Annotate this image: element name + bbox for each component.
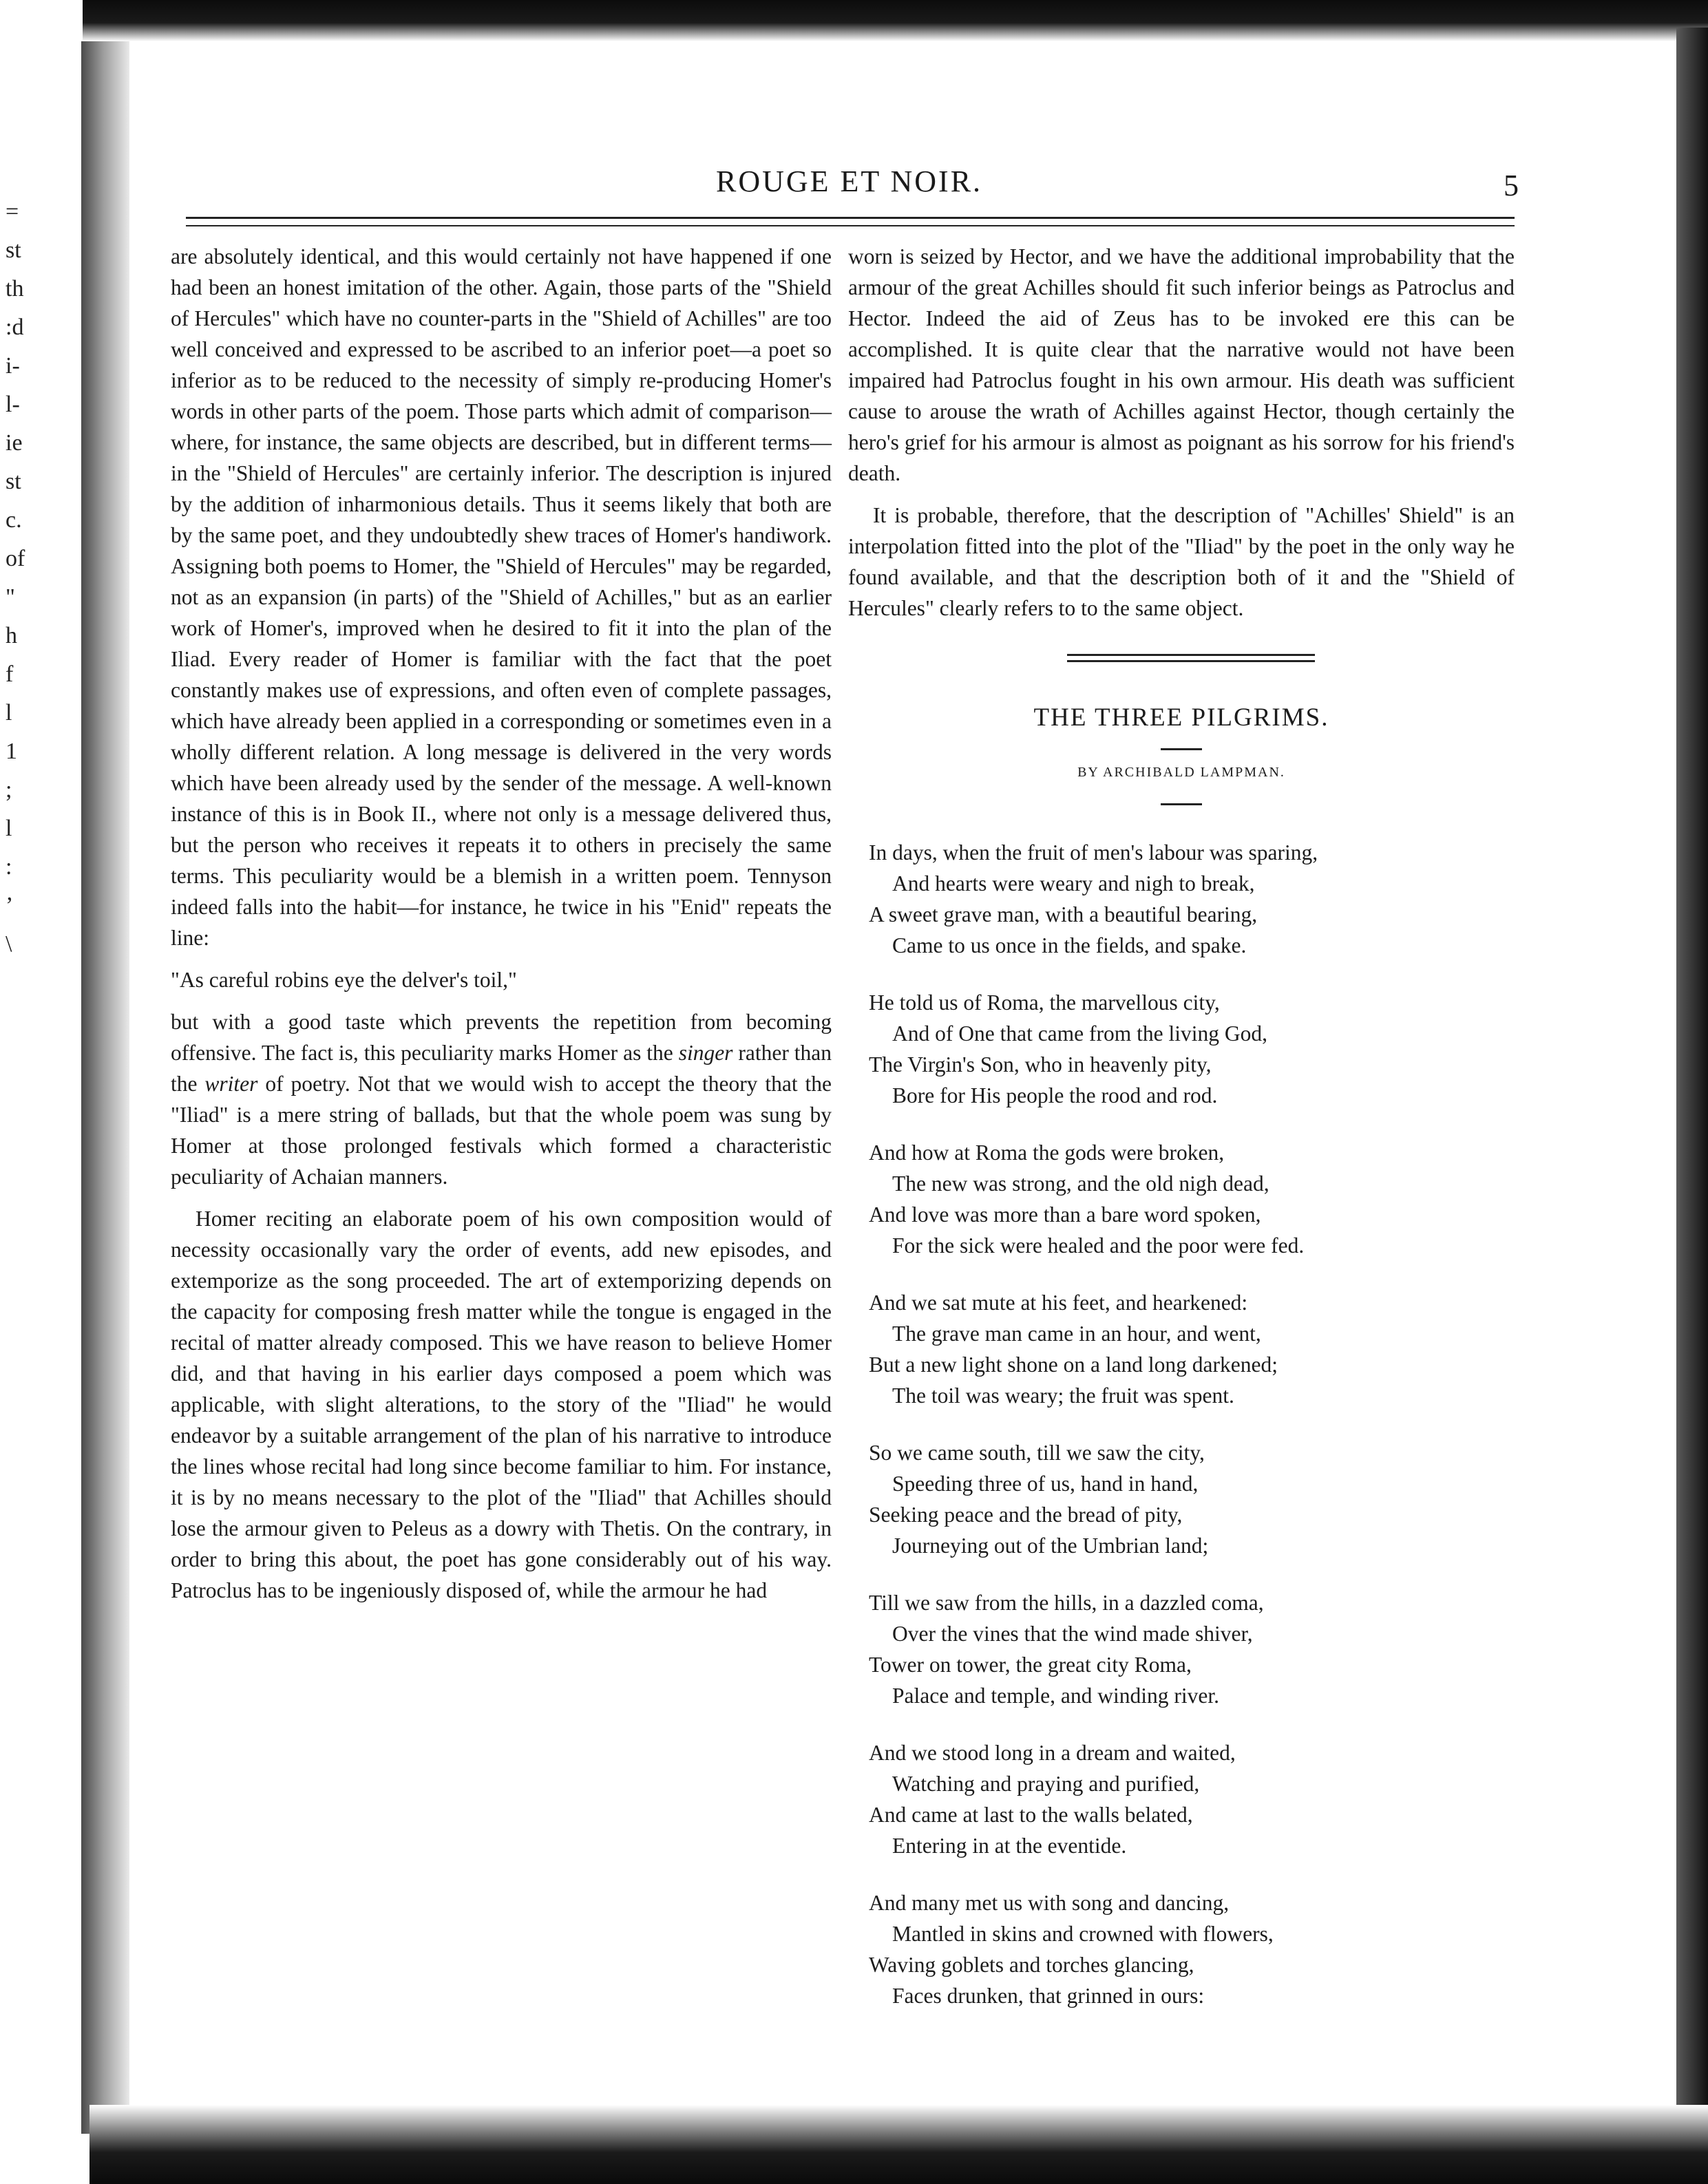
poem-line: Speeding three of us, hand in hand,	[892, 1472, 1199, 1496]
poem-line: And many met us with song and dancing,	[869, 1891, 1230, 1915]
margin-fragments	[6, 193, 47, 964]
scan-edge-left	[81, 41, 129, 2134]
poem-line: Tower on tower, the great city Roma,	[869, 1653, 1192, 1677]
margin-fragment: "	[6, 584, 15, 610]
poem-line: Bore for His people the rood and rod.	[892, 1083, 1218, 1107]
margin-fragment: h	[6, 623, 17, 648]
margin-fragment: :d	[6, 315, 24, 340]
poem-stanza	[869, 1437, 1515, 1561]
margin-fragment: l-	[6, 392, 20, 417]
poem-stanza	[869, 1737, 1515, 1861]
poem-line: A sweet grave man, with a beautiful bearing,	[869, 902, 1258, 926]
margin-fragment: ie	[6, 430, 23, 456]
poem-line: Over the vines that the wind made shiver,	[892, 1622, 1253, 1646]
text-run: of poetry. Not that we would wish to accept the theory that the "Iliad" is a mere string of ballads, but that the whole poem was sung by Homer at those prolonged festivals which formed a characteristic peculiarity of Achaian manners.	[171, 1072, 832, 1189]
poem-line: Watching and praying and purified,	[892, 1772, 1200, 1796]
title-rule	[1161, 748, 1202, 750]
margin-fragment: f	[6, 661, 14, 687]
poem-line: And came at last to the walls belated,	[869, 1803, 1193, 1827]
poem-line: Came to us once in the fields, and spake.	[892, 933, 1247, 957]
poem-stanza	[869, 1587, 1515, 1711]
poem-line: But a new light shone on a land long darkened;	[869, 1353, 1278, 1377]
poem-line: Mantled in skins and crowned with flowers,	[892, 1922, 1274, 1946]
margin-fragment: l	[6, 816, 12, 841]
poem-line: In days, when the fruit of men's labour was sparing,	[869, 840, 1318, 865]
poem-stanza	[869, 1137, 1515, 1261]
margin-fragment: \	[6, 931, 12, 957]
poem-stanza	[869, 1287, 1515, 1411]
margin-fragment: l	[6, 700, 12, 725]
text-run: rather than the	[171, 1041, 832, 1096]
poem-line: And how at Roma the gods were broken,	[869, 1141, 1225, 1165]
margin-fragment: ;	[6, 777, 12, 803]
body-paragraph: are absolutely identical, and this would certainly not have happened if one had been an honest imitation of the other. Again, those parts of the "Shield of Hercules" which have no counter-parts in the "Shield of Achilles" are too well conceived and expressed to be ascribed to an inferior poet—a poet so inferior as to be reduced to the necessity of simply re-producing Homer's words in other parts of the poem. Those parts which admit of comparison—where, for instance, the same objects are described, but in different terms—in the "Shield of Hercules" are certainly inferior. The description is injured by the addition of inharmonious details. Thus it seems likely that both are by the same poet, and they undoubtedly shew traces of Homer's handiwork. Assigning both poems to Homer, the "Shield of Hercules" may be regarded, not as an expansion (in parts) of the "Shield of Achilles," but as an earlier work of Homer's, improved when he desired to fit it into the plan of the Iliad. Every reader of Homer is familiar with the fact that the poet constantly makes use of expressions, and often even of complete passages, which have already been applied in a corresponding or sometimes even in a wholly different relation. A long message is delivered in the very words which have been already used by the sender of the message. A well-known instance of this is in Book II., where not only is a message delivered thus, but the person who receives it repeats it to others in precisely the same terms. This peculiarity would be a blemish in a written poem. Tennyson indeed falls into the habit—for instance, he twice in his "Enid" repeats the line:	[171, 244, 832, 950]
right-column	[848, 241, 1515, 2037]
margin-fragment: ’	[6, 893, 14, 918]
margin-fragment: c.	[6, 507, 22, 533]
poem-body	[848, 837, 1515, 2011]
header-rule	[186, 217, 1515, 226]
margin-fragment: th	[6, 276, 24, 301]
poem-line: The grave man came in an hour, and went,	[892, 1322, 1261, 1346]
margin-fragment: st	[6, 469, 21, 494]
section-divider	[1067, 654, 1315, 662]
poem-line: He told us of Roma, the marvellous city,	[869, 990, 1220, 1015]
left-column	[171, 241, 832, 1617]
poem-line: Journeying out of the Umbrian land;	[892, 1534, 1209, 1558]
margin-fragment: 1	[6, 739, 17, 764]
poem-line: Till we saw from the hills, in a dazzled coma,	[869, 1591, 1264, 1615]
body-paragraph	[171, 1006, 832, 1192]
poem-line: And love was more than a bare word spoken,	[869, 1202, 1261, 1227]
emphasis-writer: writer	[204, 1072, 258, 1096]
poem-title: THE THREE PILGRIMS.	[1033, 703, 1329, 732]
poem-line: Faces drunken, that grinned in ours:	[892, 1984, 1205, 2008]
scan-edge-bottom	[89, 2105, 1708, 2184]
margin-fragment: of	[6, 546, 25, 571]
poem-stanza	[869, 837, 1515, 961]
poem-line: Entering in at the eventide.	[892, 1834, 1127, 1858]
margin-fragment: :	[6, 854, 12, 880]
scan-edge-top	[83, 0, 1708, 41]
poem-line: For the sick were healed and the poor were fed.	[892, 1233, 1305, 1258]
body-paragraph: Homer reciting an elaborate poem of his own composition would of necessity occasionally vary the order of events, add new episodes, and extemporize as the song proceeded. The art of extemporizing depends on the capacity for composing fresh matter while the tongue is engaged in the recital of matter already composed. This we have reason to believe Homer did, and that having in his earlier days composed a poem which was applicable, with slight alterations, to the story of the "Iliad" he would endeavor by a suitable arrangement of the plan of his narrative to introduce the lines whose recital had long since become familiar to him. For instance, it is by no means necessary to the plot of the "Iliad" that Achilles should lose the armour given to Peleus as a dowry with Thetis. On the contrary, in order to bring this about, the poet has gone considerably out of his way. Patroclus has to be ingeniously disposed of, while the armour he had	[171, 1207, 832, 1602]
page-number: 5	[1504, 169, 1519, 202]
block-quote: "As careful robins eye the delver's toil,"	[171, 968, 517, 992]
margin-fragment: =	[6, 199, 19, 224]
margin-fragment: st	[6, 237, 21, 263]
margin-fragment: i-	[6, 353, 20, 379]
running-title: ROUGE ET NOIR.	[716, 165, 983, 198]
poem-line: And we stood long in a dream and waited,	[869, 1741, 1236, 1765]
poem-line: Seeking peace and the bread of pity,	[869, 1503, 1183, 1527]
body-paragraph: It is probable, therefore, that the description of "Achilles' Shield" is an interpolation fitted into the plot of the "Iliad" by the poet in the only way he found available, and that the description both of it and the "Shield of Hercules" clearly refers to to the same object.	[848, 503, 1515, 620]
poem-stanza	[869, 987, 1515, 1111]
poem-line: And of One that came from the living God,	[892, 1021, 1267, 1046]
body-paragraph: worn is seized by Hector, and we have the additional improbability that the armour of the great Achilles should fit such inferior beings as Patroclus and Hector. Indeed the aid of Zeus has to be invoked ere this can be accomplished. It is quite clear that the narrative would not have been impaired had Patroclus fought in his own armour. His death was sufficient cause to arouse the wrath of Achilles against Hector, though certainly the hero's grief for his armour is almost as poignant as his sorrow for his friend's death.	[848, 244, 1515, 485]
poem-line: The new was strong, and the old nigh dead,	[892, 1171, 1269, 1196]
poem-line: Waving goblets and torches glancing,	[869, 1953, 1194, 1977]
scan-edge-right	[1676, 28, 1708, 2184]
text-run: but with a good taste which prevents the repetition from becoming offensive. The fact is, this peculiarity marks Homer as the	[171, 1010, 832, 1065]
poem-line: Palace and temple, and winding river.	[892, 1684, 1219, 1708]
poem-line: The toil was weary; the fruit was spent.	[892, 1383, 1234, 1408]
emphasis-singer: singer	[678, 1041, 733, 1065]
poem-byline: BY ARCHIBALD LAMPMAN.	[1077, 765, 1285, 780]
poem-line: And we sat mute at his feet, and hearkened:	[869, 1291, 1248, 1315]
poem-stanza	[869, 1887, 1515, 2011]
poem-line: And hearts were weary and nigh to break,	[892, 871, 1255, 895]
poem-line: So we came south, till we saw the city,	[869, 1441, 1205, 1465]
poem-line: The Virgin's Son, who in heavenly pity,	[869, 1052, 1212, 1077]
byline-rule	[1161, 803, 1202, 805]
